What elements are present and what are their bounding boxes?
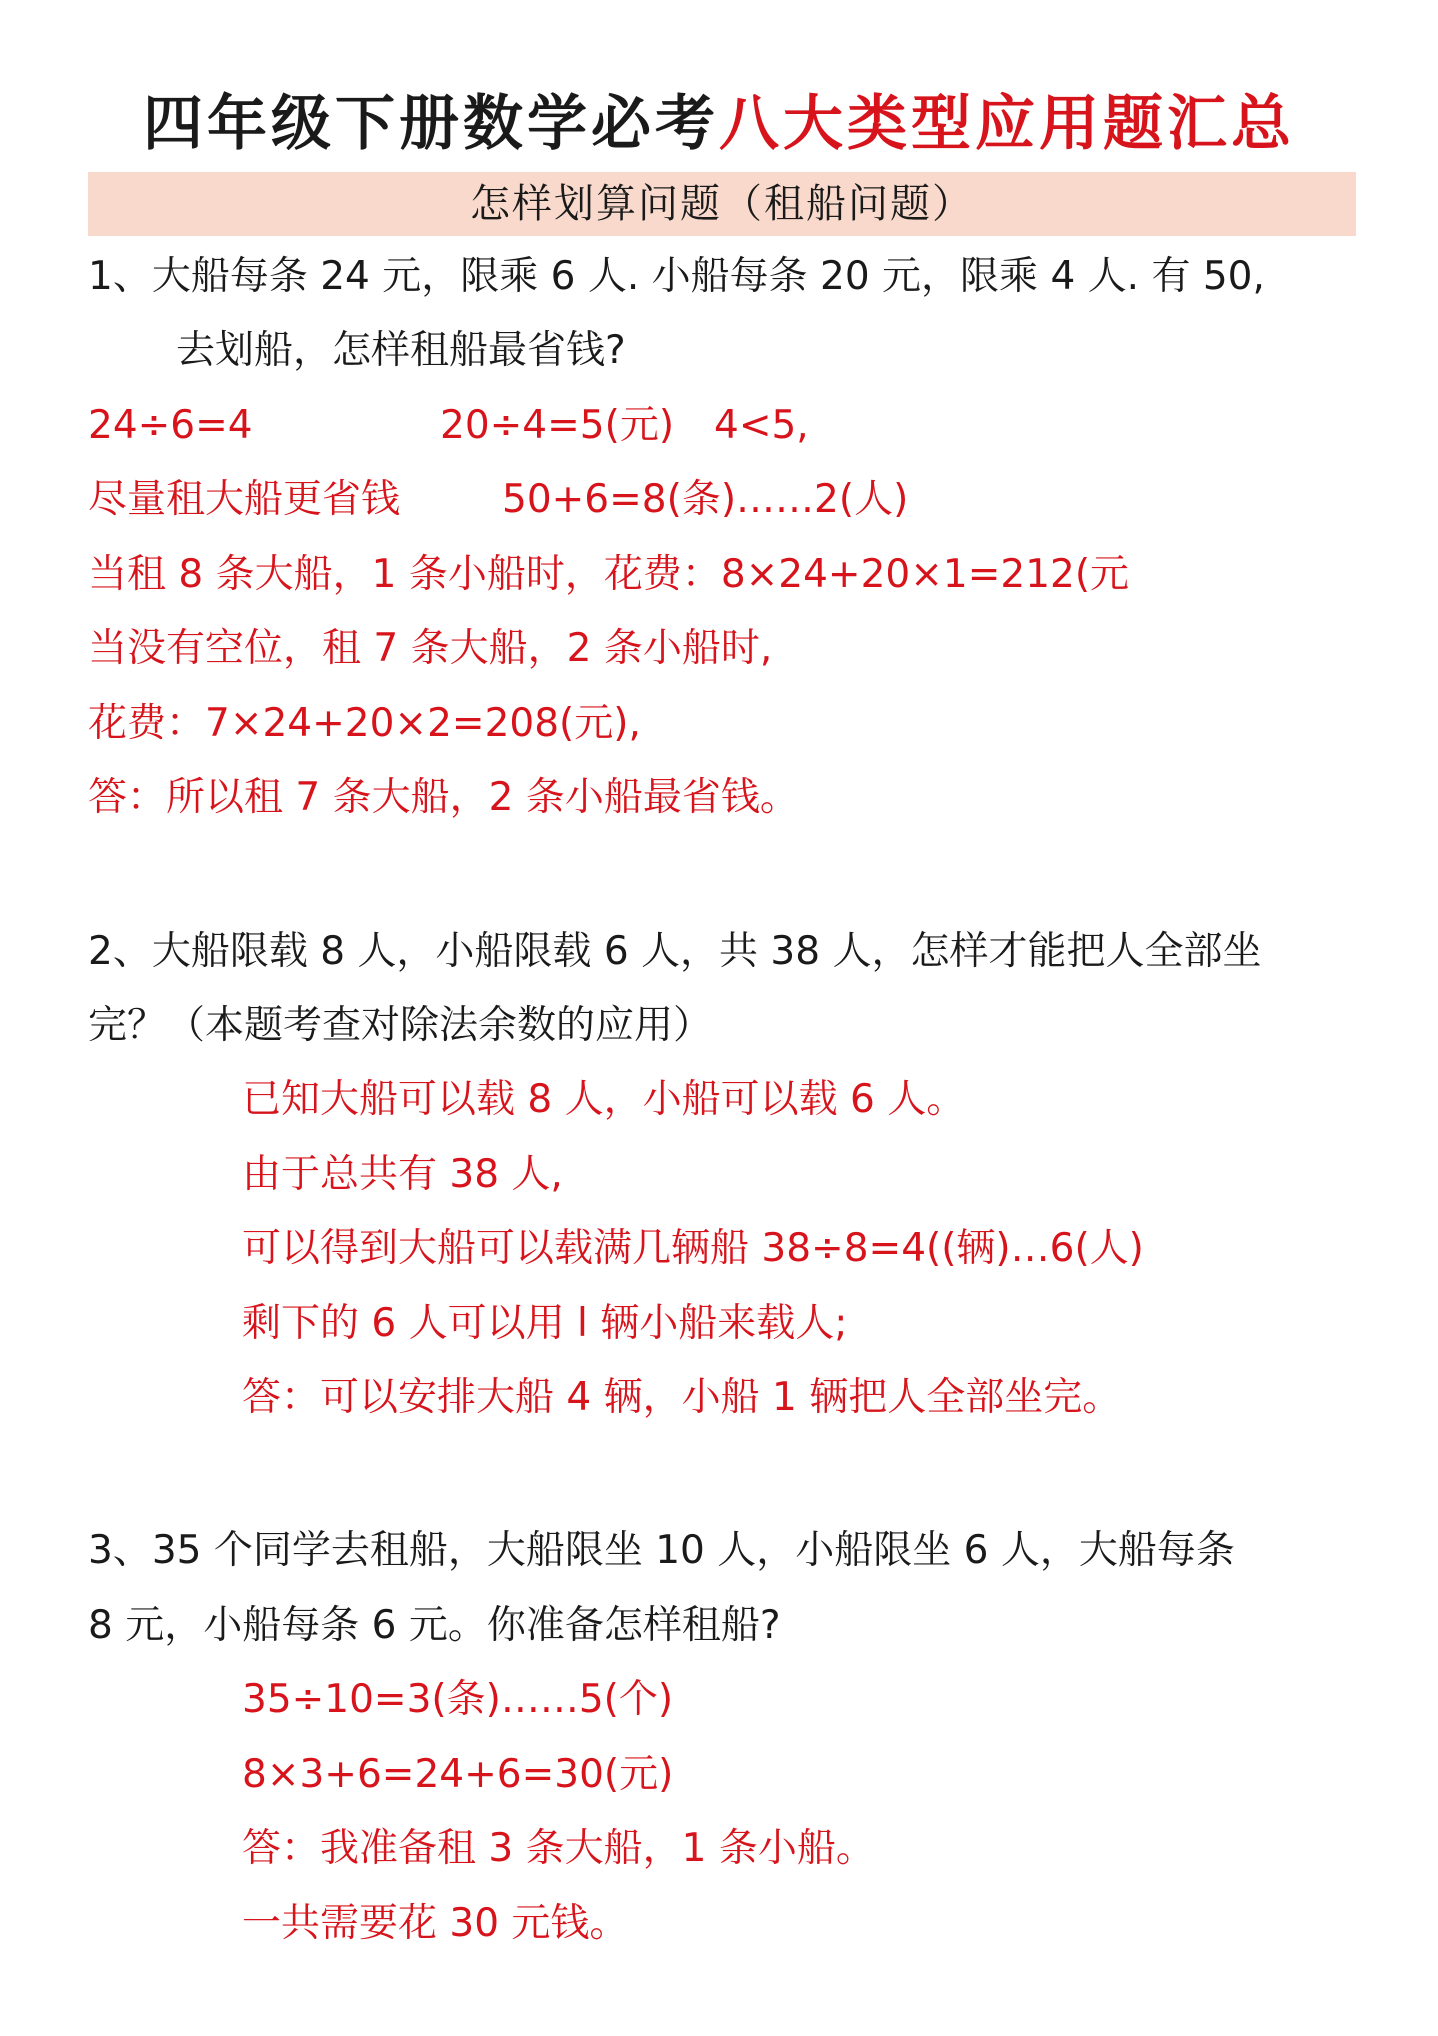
problem3-question-line1: 3、35 个同学去租船，大船限坐 10 人，小船限坐 6 人，大船每条 [88,1528,1235,1573]
problem1-calc-c: 4<5, [714,403,809,448]
problem2-answer-line2: 由于总共有 38 人, [242,1152,563,1197]
problem1-calc-a: 24÷6=4 [88,403,253,448]
problem2-answer-line3: 可以得到大船可以载满几辆船 38÷8=4((辆)…6(人) [242,1226,1144,1271]
problem2-answer-line4: 剩下的 6 人可以用 l 辆小船来载人; [242,1301,848,1346]
problem2-answer-line1: 已知大船可以载 8 人，小船可以载 6 人。 [242,1077,966,1122]
page-title-main: 四年级下册数学必考 [143,89,719,159]
problem1-final-answer: 答：所以租 7 条大船，2 条小船最省钱。 [88,775,799,820]
problem2-question-line2: 完？（本题考查对除法余数的应用） [88,1003,713,1048]
problem3-answer-line4: 一共需要花 30 元钱。 [242,1901,629,1946]
problem1-answer-line3: 当租 8 条大船，1 条小船时，花费：8×24+20×1=212(元 [88,552,1130,597]
subtitle-band [88,172,1356,236]
problem3-final-answer: 答：我准备租 3 条大船，1 条小船。 [242,1826,875,1871]
page-title [0,84,1438,164]
page-title-highlight: 八大类型应用题汇总 [719,89,1295,159]
problem1-note: 尽量租大船更省钱 [88,477,401,522]
problem1-calc-d: 50+6=8(条)……2(人) [502,477,909,522]
problem1-answer-line4: 当没有空位，租 7 条大船，2 条小船时, [88,626,773,671]
problem1-question-line2: 去划船，怎样租船最省钱? [176,328,626,373]
subtitle: 怎样划算问题（租船问题） [470,181,974,227]
problem2-final-answer: 答：可以安排大船 4 辆，小船 1 辆把人全部坐完。 [242,1375,1122,1420]
problem1-answer-line5: 花费：7×24+20×2=208(元), [88,701,641,746]
problem3-answer-line2: 8×3+6=24+6=30(元) [242,1752,674,1797]
problem1-question-line1: 1、大船每条 24 元，限乘 6 人. 小船每条 20 元，限乘 4 人. 有 50, [88,254,1265,299]
problem3-answer-line1: 35÷10=3(条)……5(个) [242,1677,674,1722]
problem2-question-line1: 2、大船限载 8 人，小船限载 6 人，共 38 人，怎样才能把人全部坐 [88,929,1262,974]
problem3-question-line2: 8 元，小船每条 6 元。你准备怎样租船? [88,1603,781,1648]
problem1-calc-b: 20÷4=5(元) [440,403,675,448]
